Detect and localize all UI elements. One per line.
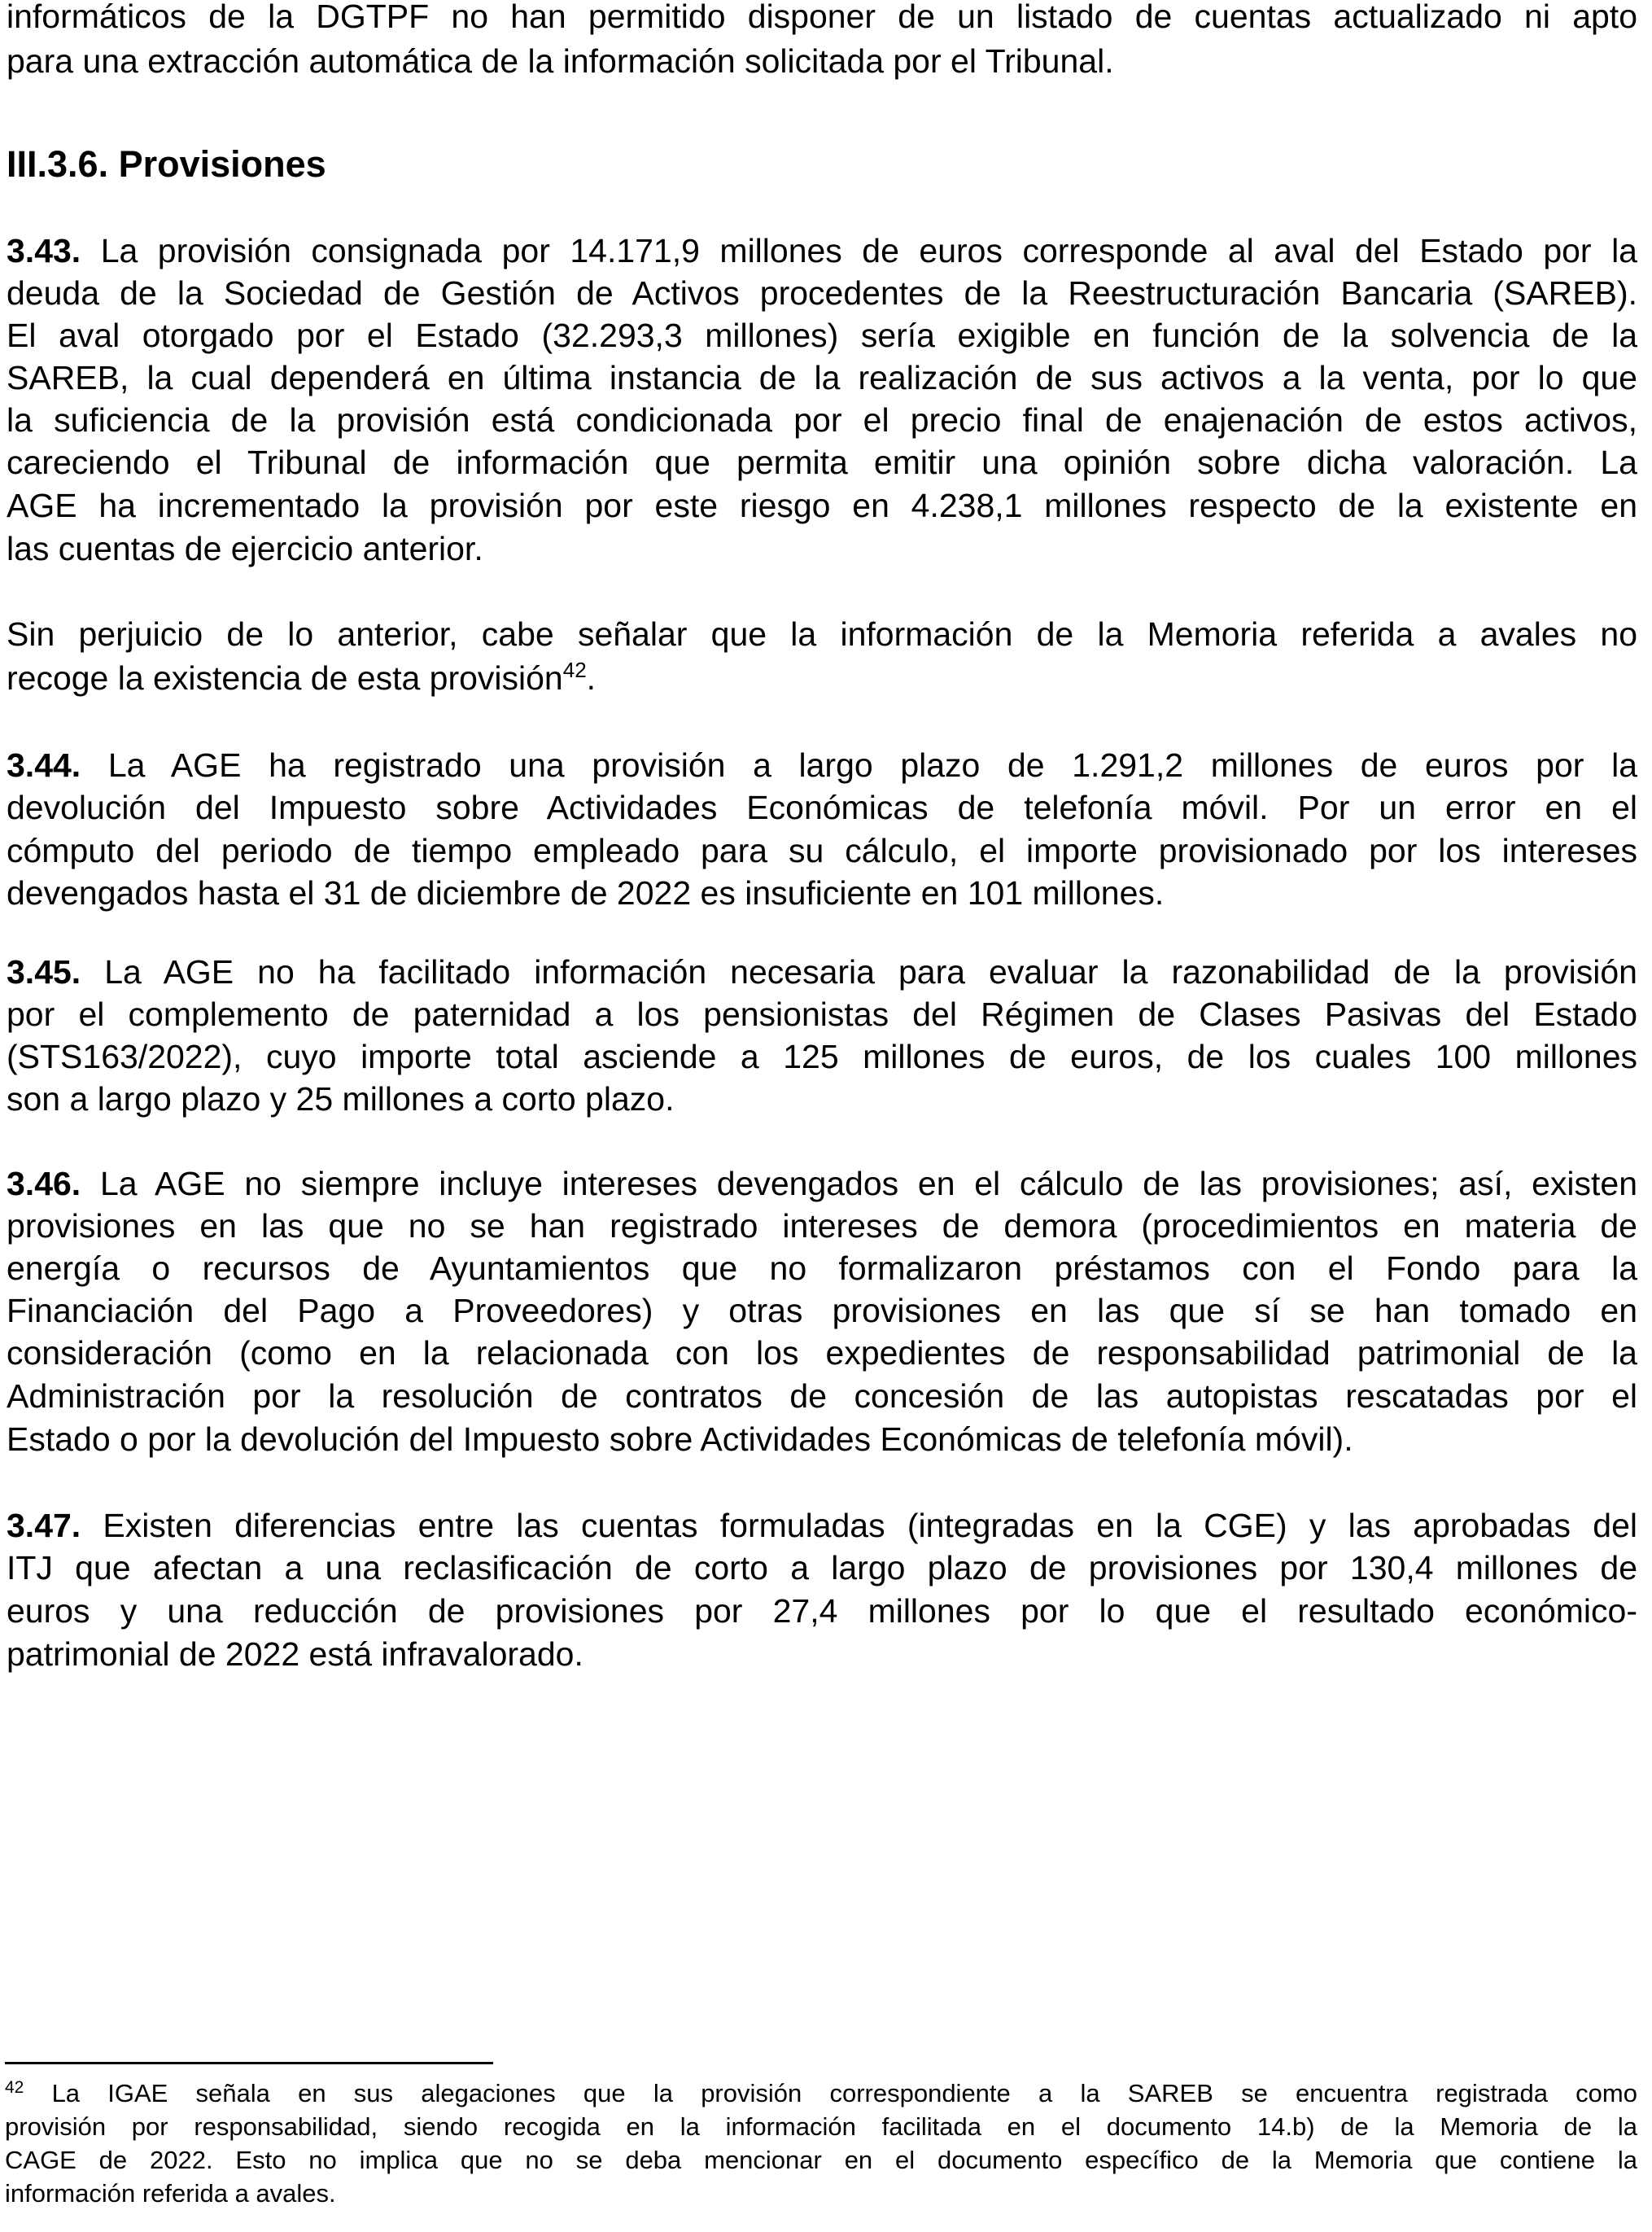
paragraph-3-43-line: la suficiencia de la provisión está condicionada por el precio final de enajenación de estos activos, <box>7 401 1637 439</box>
paragraph-3-43-line: El aval otorgado por el Estado (32.293,3 millones) sería exigible en función de la solvencia de la <box>7 317 1637 354</box>
paragraph-line: Sin perjuicio de lo anterior, cabe señalar que la información de la Memoria referida a avales no <box>7 615 1637 653</box>
footnote-number: 42 <box>5 2078 24 2097</box>
paragraph-3-46-line: Administración por la resolución de contratos de concesión de las autopistas rescatadas por el <box>7 1377 1637 1415</box>
paragraph-3-46-line: consideración (como en la relacionada con los expedientes de responsabilidad patrimonial de la <box>7 1334 1637 1372</box>
paragraph-3-46-line: energía o recursos de Ayuntamientos que no formalizaron préstamos con el Fondo para la <box>7 1249 1637 1287</box>
paragraph-3-44-line <box>7 744 1637 786</box>
section-heading: III.3.6. Provisiones <box>7 143 326 185</box>
footnote-line <box>5 2077 1637 2110</box>
paragraph-3-46-line: Financiación del Pago a Proveedores) y otras provisiones en las que sí se han tomado en <box>7 1292 1637 1329</box>
paragraph-3-46-line: Estado o por la devolución del Impuesto sobre Actividades Económicas de telefonía móvil). <box>7 1420 1353 1458</box>
paragraph-text: La AGE ha registrado una provisión a largo plazo de 1.291,2 millones de euros por la <box>81 746 1637 784</box>
footnote-text: La IGAE señala en sus alegaciones que la provisión correspondiente a la SAREB se encuentra registrada como <box>24 2079 1637 2107</box>
footnote-line: información referida a avales. <box>5 2179 336 2208</box>
paragraph-line <box>7 657 1637 699</box>
paragraph-text: recoge la existencia de esta provisión <box>7 659 563 697</box>
paragraph-text: La AGE no siempre incluye intereses devengados en el cálculo de las provisiones; así, existen <box>81 1165 1637 1202</box>
paragraph-3-47-line: euros y una reducción de provisiones por 27,4 millones por lo que el resultado económico- <box>7 1592 1637 1630</box>
paragraph-3-43-line <box>7 230 1637 272</box>
paragraph-3-44-line: devolución del Impuesto sobre Actividades Económicas de telefonía móvil. Por un error en el <box>7 789 1637 826</box>
footnote-line: provisión por responsabilidad, siendo recogida en la información facilitada en el documento 14.b) de la Memoria de la <box>5 2112 1637 2141</box>
paragraph-3-47-line <box>7 1504 1637 1547</box>
intro-line: informáticos de la DGTPF no han permitido disponer de un listado de cuentas actualizado ni apto <box>7 0 1637 35</box>
paragraph-number: 3.44. <box>7 746 81 784</box>
paragraph-3-46-line <box>7 1162 1637 1205</box>
paragraph-3-47-line: patrimonial de 2022 está infravalorado. <box>7 1635 583 1673</box>
paragraph-3-43-line: deuda de la Sociedad de Gestión de Activos procedentes de la Reestructuración Bancaria (SAREB). <box>7 274 1637 312</box>
paragraph-3-45-line <box>7 951 1637 993</box>
paragraph-text: . <box>586 659 597 697</box>
paragraph-number: 3.47. <box>7 1507 81 1544</box>
paragraph-number: 3.46. <box>7 1165 81 1202</box>
paragraph-text: La AGE no ha facilitado información necesaria para evaluar la razonabilidad de la provisión <box>81 953 1637 991</box>
paragraph-3-43-line: SAREB, la cual dependerá en última instancia de la realización de sus activos a la venta, por lo que <box>7 359 1637 396</box>
paragraph-number: 3.45. <box>7 953 81 991</box>
paragraph-3-45-line: son a largo plazo y 25 millones a corto plazo. <box>7 1080 675 1118</box>
paragraph-3-44-line: cómputo del periodo de tiempo empleado para su cálculo, el importe provisionado por los intereses <box>7 832 1637 869</box>
paragraph-3-45-line: (STS163/2022), cuyo importe total asciende a 125 millones de euros, de los cuales 100 millones <box>7 1038 1637 1075</box>
paragraph-text: La provisión consignada por 14.171,9 millones de euros corresponde al aval del Estado por la <box>81 232 1637 269</box>
footnote-line: CAGE de 2022. Esto no implica que no se deba mencionar en el documento específico de la Memoria que contiene la <box>5 2146 1637 2174</box>
intro-line: para una extracción automática de la información solicitada por el Tribunal. <box>7 42 1114 80</box>
paragraph-3-43-line: AGE ha incrementado la provisión por este riesgo en 4.238,1 millones respecto de la existente en <box>7 487 1637 524</box>
paragraph-3-44-line: devengados hasta el 31 de diciembre de 2022 es insuficiente en 101 millones. <box>7 874 1165 912</box>
paragraph-3-46-line: provisiones en las que no se han registrado intereses de demora (procedimientos en materia de <box>7 1207 1637 1245</box>
paragraph-text: Existen diferencias entre las cuentas formuladas (integradas en la CGE) y las aprobadas del <box>81 1507 1637 1544</box>
footnote-reference[interactable]: 42 <box>562 658 587 682</box>
paragraph-3-47-line: ITJ que afectan a una reclasificación de corto a largo plazo de provisiones por 130,4 millones de <box>7 1549 1637 1586</box>
paragraph-3-43-line: careciendo el Tribunal de información que permita emitir una opinión sobre dicha valoración. La <box>7 444 1637 481</box>
paragraph-3-45-line: por el complemento de paternidad a los pensionistas del Régimen de Clases Pasivas del Estado <box>7 996 1637 1033</box>
paragraph-3-43-line: las cuentas de ejercicio anterior. <box>7 530 483 567</box>
paragraph-number: 3.43. <box>7 232 81 269</box>
footnote-separator <box>5 2062 493 2064</box>
